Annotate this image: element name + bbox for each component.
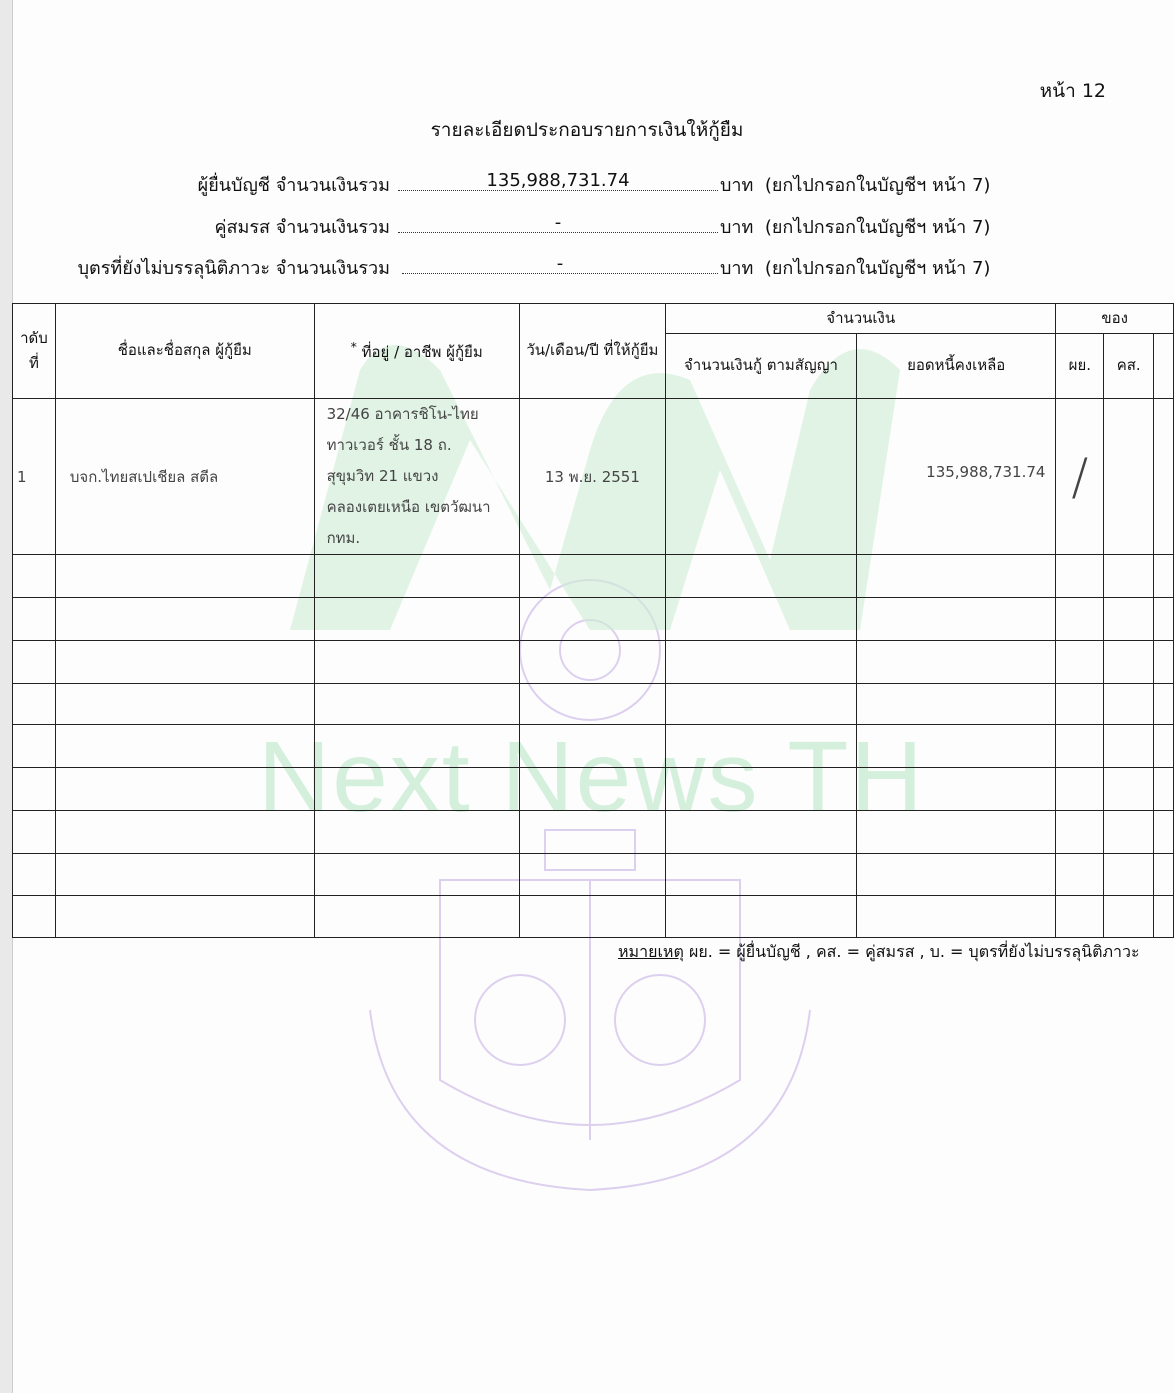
loan-table <box>12 303 1174 938</box>
header-amount: จำนวนเงิน <box>665 304 1055 334</box>
document-page: Next News TH หน้า 12 รายละเอียดประกอบรายการเงินให้กู้ยืม ผู้ยื่นบัญชี จำนวนเงินรวม 135,988,731.74 บาท (ยกไปกรอกในบัญชีฯ หน้า 7) คู่สมรส จำนวนเงินรวม - บาท (ยกไปกรอกในบัญชีฯ หน้า 7) บุตรที่ยังไม่บรรลุนิติภาวะ จำนวนเงินรวม - บาท (ยกไปกรอกในบัญชีฯ หน้า 7) าดับ ที่ ชื่อและชื่อสกุล ผู้กู้ยืม * ที่อยู่ / อาชีพ ผู้กู้ยืม วัน/เดือน/ปี ที่ให้กู้ยืม จำนวนเงิน ของ จำนวนเงินกู้ ตามสัญญา ยอดหนี้คงเหลือ ผย. คส. 1 บจก.ไทยสเปเชียล สตีล 32/46 อาคารชิโน-ไทย ทาวเวอร์ ชั้น 18 ถ. สุขุมวิท 21 แขวง คลองเตยเหนือ เขตวัฒนา กทม. 13 พ.ย. 2551 135,988,731.74 / หมายเหตุ ผย. = ผู้ยื่นบัญชี , คส. = คู่สมรส , บ. = บุตรที่ยังไม่บรรลุนิติภาวะ <box>0 0 1174 1393</box>
header-owner: ของ <box>1056 304 1174 334</box>
footnote: หมายเหตุ ผย. = ผู้ยื่นบัญชี , คส. = คู่สมรส , บ. = บุตรที่ยังไม่บรรลุนิติภาวะ <box>618 942 1140 961</box>
header-name: ชื่อและชื่อสกุล ผู้กู้ยืม <box>55 304 314 399</box>
header-owner-spouse: คส. <box>1104 334 1154 399</box>
watermark-text: Next News TH <box>258 721 925 833</box>
header-no: าดับ ที่ <box>13 304 56 399</box>
table-row-empty <box>13 854 1174 896</box>
table-row: 1 บจก.ไทยสเปเชียล สตีล 32/46 อาคารชิโน-ไทย ทาวเวอร์ ชั้น 18 ถ. สุขุมวิท 21 แขวง คลองเตยเหนือ เขตวัฒนา กทม. 13 พ.ย. 2551 135,988,731.74 / <box>13 399 1174 555</box>
table-row-empty <box>13 555 1174 598</box>
header-contract: จำนวนเงินกู้ ตามสัญญา <box>665 334 856 399</box>
table-row-empty <box>13 768 1174 811</box>
table-row-empty <box>13 811 1174 854</box>
table-row-empty <box>13 598 1174 641</box>
header-address: * ที่อยู่ / อาชีพ ผู้กู้ยืม <box>314 304 519 399</box>
table-row-empty <box>13 896 1174 938</box>
table-row-empty <box>13 641 1174 684</box>
header-balance: ยอดหนี้คงเหลือ <box>856 334 1056 399</box>
table-row-empty <box>13 725 1174 768</box>
page-number: หน้า 12 <box>1039 80 1106 102</box>
header-owner-filer: ผย. <box>1056 334 1104 399</box>
header-date: วัน/เดือน/ปี ที่ให้กู้ยืม <box>519 304 665 399</box>
document-title: รายละเอียดประกอบรายการเงินให้กู้ยืม <box>430 119 744 141</box>
table-row-empty <box>13 684 1174 725</box>
